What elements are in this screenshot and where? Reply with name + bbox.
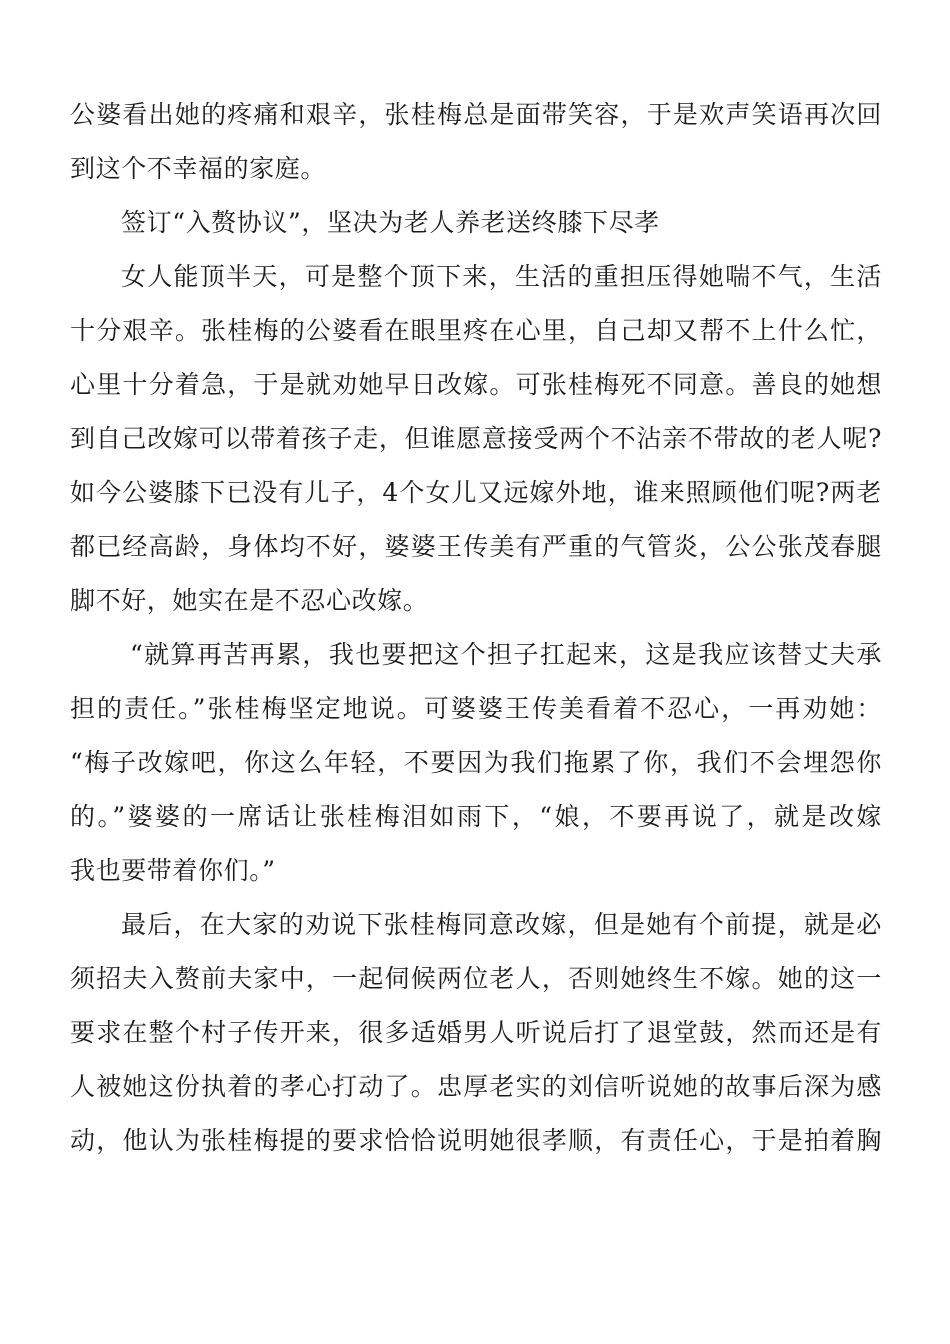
text-line: 要求在整个村子传开来，很多适婚男人听说后打了退堂鼓，然而还是有	[70, 1018, 882, 1047]
text-line: 人被她这份执着的孝心打动了。忠厚老实的刘信听说她的故事后深为感	[70, 1072, 882, 1101]
body-text	[70, 88, 882, 1168]
text-line: 动，他认为张桂梅提的要求恰恰说明她很孝顺，有责任心，于是拍着胸	[70, 1126, 882, 1155]
text-line: 十分艰辛。张桂梅的公婆看在眼里疼在心里，自己却又帮不上什么忙，	[70, 316, 882, 345]
text-line: 公婆看出她的疼痛和艰辛，张桂梅总是面带笑容，于是欢声笑语再次回	[70, 100, 882, 129]
text-line: 都已经高龄，身体均不好，婆婆王传美有严重的气管炎，公公张茂春腿	[70, 532, 882, 561]
text-line: 女人能顶半天，可是整个顶下来，生活的重担压得她喘不气，生活	[121, 262, 882, 291]
text-line: 须招夫入赘前夫家中，一起伺候两位老人，否则她终生不嫁。她的这一	[70, 964, 882, 993]
section-heading: 签订“入赘协议”，坚决为老人养老送终膝下尽孝	[121, 208, 660, 237]
text-line: 我也要带着你们。”	[70, 856, 276, 885]
text-line: 脚不好，她实在是不忍心改嫁。	[70, 586, 429, 615]
text-line: “梅子改嫁吧，你这么年轻，不要因为我们拖累了你，我们不会埋怨你	[70, 748, 882, 777]
text-line: 如今公婆膝下已没有儿子，4个女儿又远嫁外地，谁来照顾他们呢?两老	[70, 478, 882, 507]
text-line: 的。”婆婆的一席话让张桂梅泪如雨下，“娘，不要再说了，就是改嫁	[70, 802, 882, 831]
text-line: 到这个不幸福的家庭。	[70, 154, 327, 183]
text-line: “就算再苦再累，我也要把这个担子扛起来，这是我应该替丈夫承	[130, 640, 882, 669]
text-line: 最后，在大家的劝说下张桂梅同意改嫁，但是她有个前提，就是必	[121, 910, 882, 939]
text-line: 到自己改嫁可以带着孩子走，但谁愿意接受两个不沾亲不带故的老人呢?	[70, 424, 882, 453]
text-line: 担的责任。”张桂梅坚定地说。可婆婆王传美看着不忍心，一再劝她：	[70, 694, 882, 723]
text-line: 心里十分着急，于是就劝她早日改嫁。可张桂梅死不同意。善良的她想	[70, 370, 882, 399]
